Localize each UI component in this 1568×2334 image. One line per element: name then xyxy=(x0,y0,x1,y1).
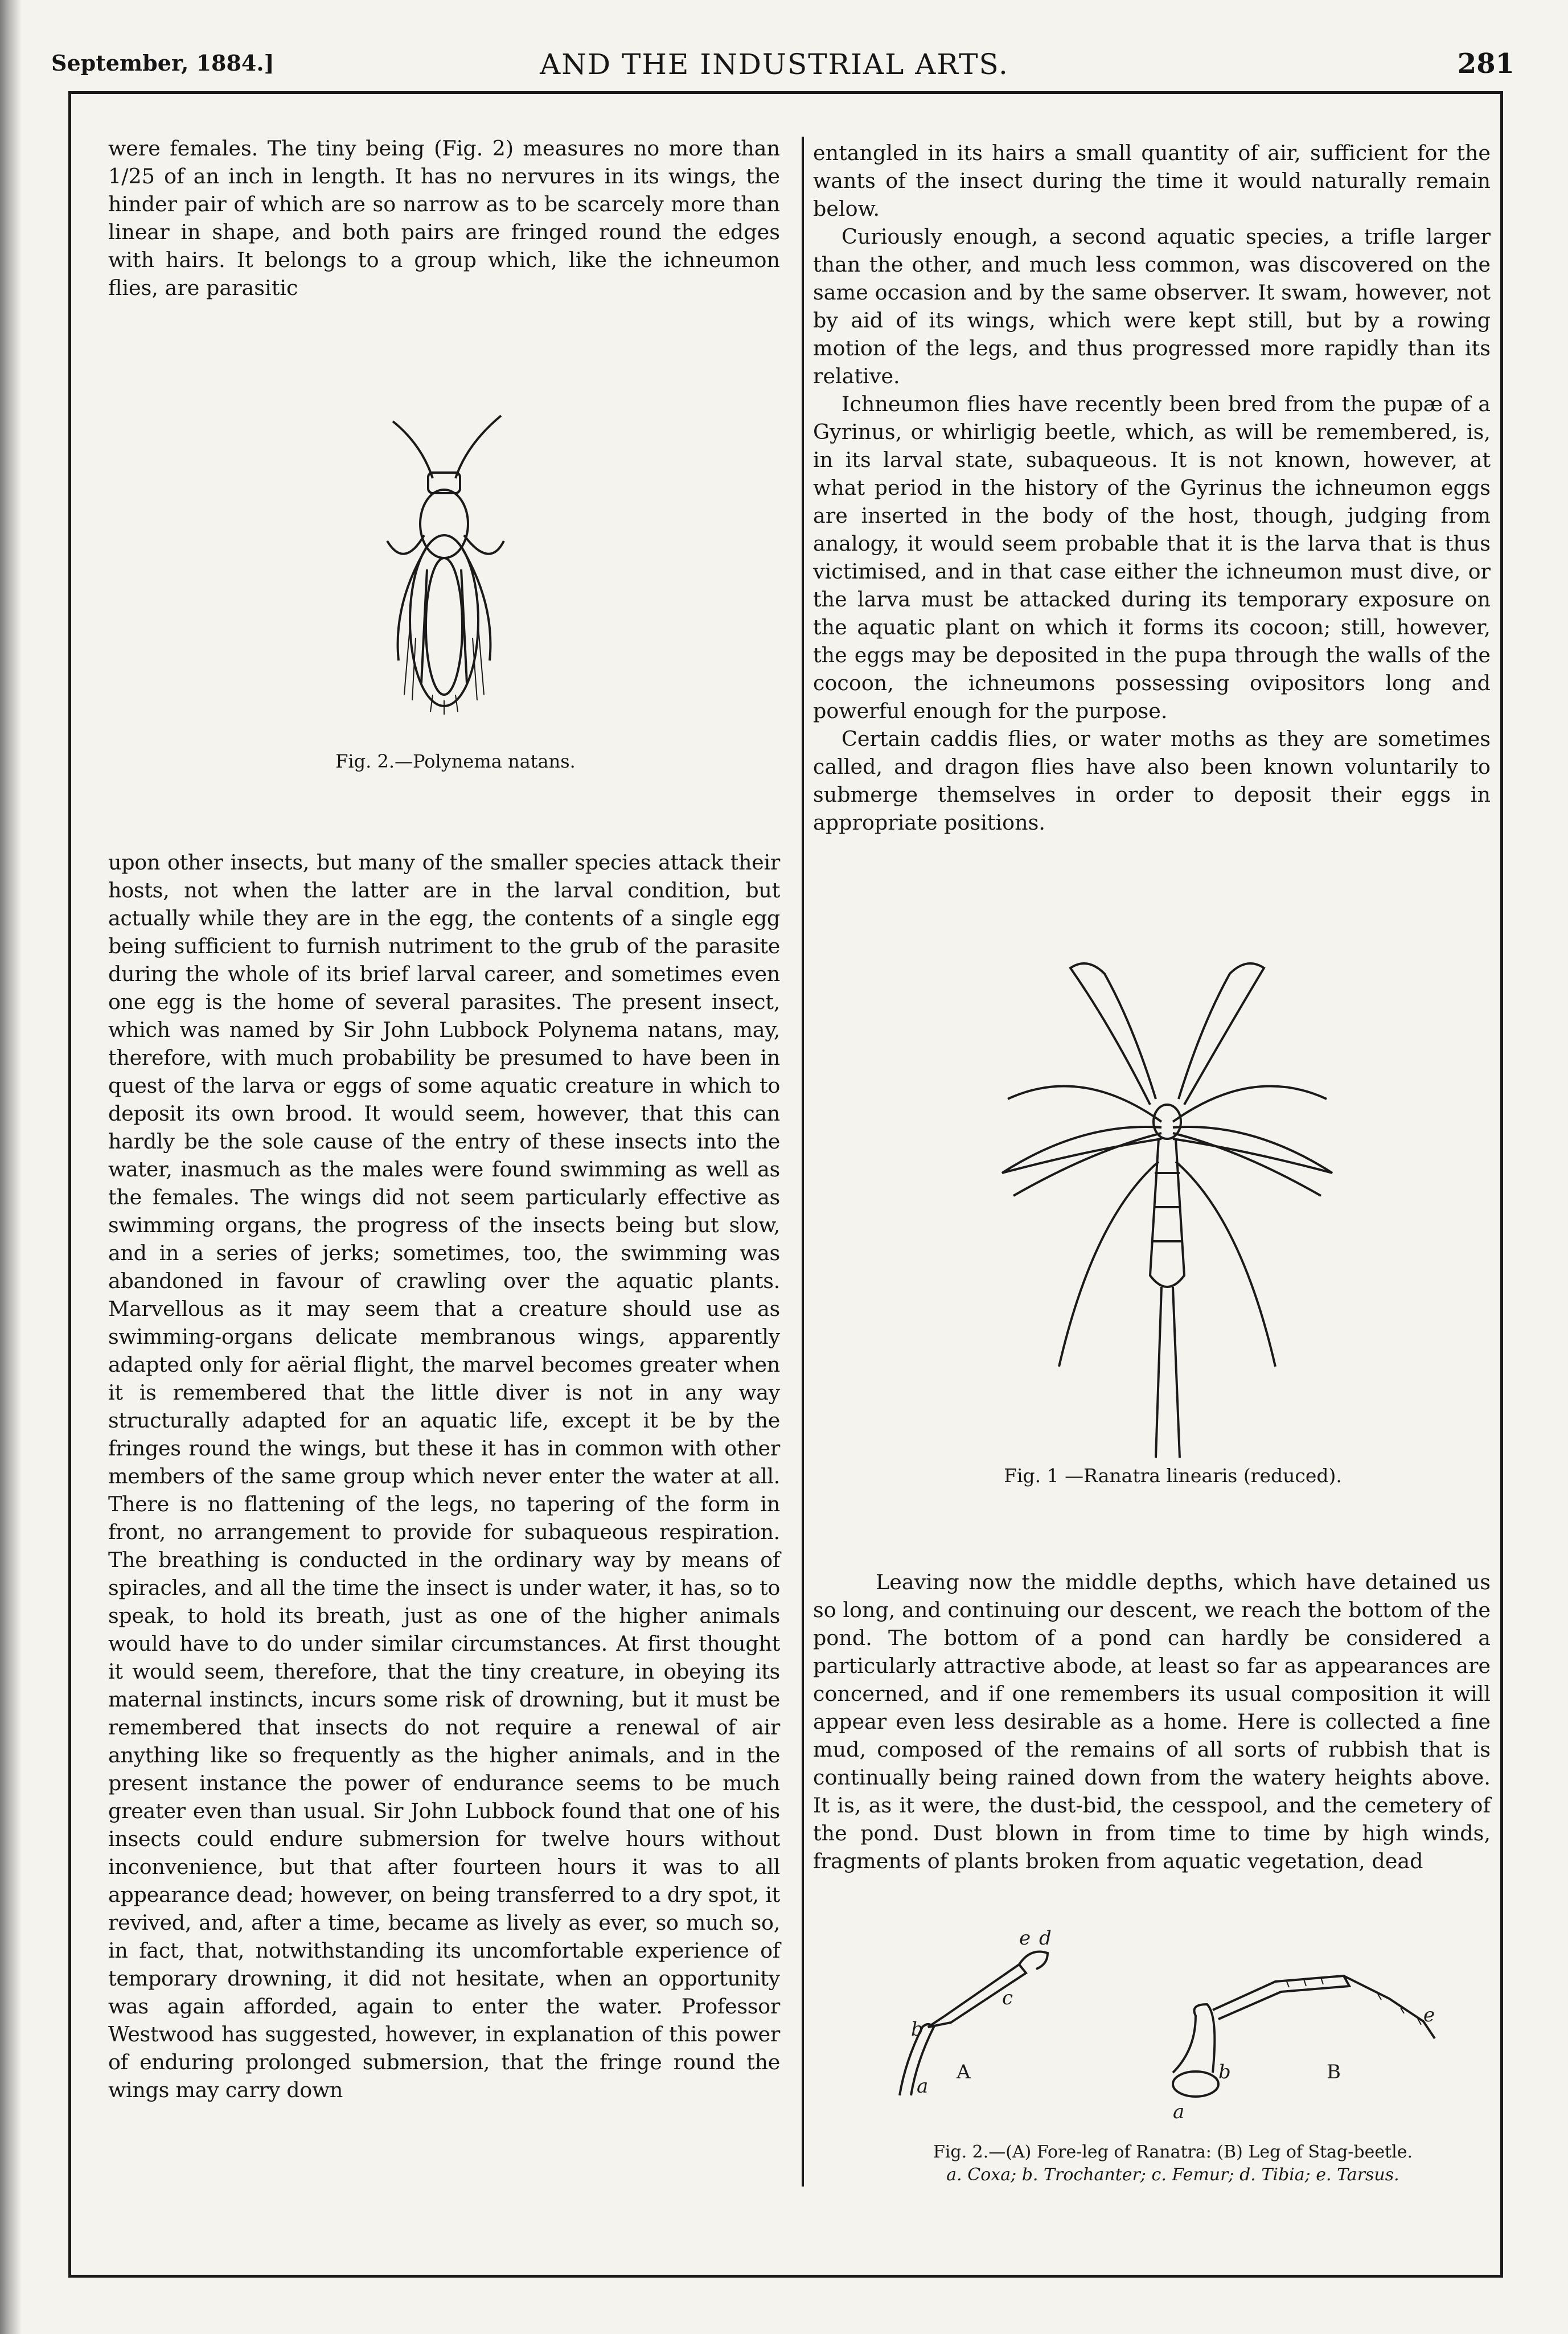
fig-label-c-left: c xyxy=(1002,1987,1013,2009)
page-number: 281 xyxy=(1457,48,1514,80)
ranatra-illustration xyxy=(968,934,1378,1469)
fig-label-e-left: e xyxy=(1019,1927,1031,1950)
polynema-caption: Fig. 2.—Polynema natans. xyxy=(335,750,576,772)
ranatra-caption: Fig. 1 —Ranatra linearis (reduced). xyxy=(1004,1465,1342,1487)
fig-label-B: B xyxy=(1327,2061,1341,2083)
legs-caption-line-1: Fig. 2.—(A) Fore-leg of Ranatra: (B) Leg of Stag-beetle. xyxy=(933,2142,1413,2162)
legs-figure xyxy=(877,1890,1492,2130)
right-column-bottom xyxy=(813,1568,1491,1875)
fig-label-e-right: e xyxy=(1423,2004,1435,2027)
fig-label-d-left: d xyxy=(1039,1927,1052,1950)
left-top-paragraph: were females. The tiny being (Fig. 2) measures no more than 1/25 of an inch in length. It has no nervures in its wings, the hinder pair of which are so narrow as to be scarcely more than linear in shape, and both pairs are fringed round the edges with hairs. It belongs to a group which, like the ichneumon flies, are parasitic xyxy=(108,136,780,300)
right-paragraph-2: Curiously enough, a second aquatic species, a trifle larger than the other, and much less common, was discovered on the same occasion and by the same observer. It swam, however, not by aid of its wings, which were kept still, but by a rowing motion of the legs, and thus progressed more rapidly than its relative. xyxy=(813,224,1491,388)
left-bottom-paragraph: upon other insects, but many of the smaller species attack their hosts, not when the latter are in the larval condition, but actually while they are in the egg, the contents of a single egg being sufficient to furnish nutriment to the grub of the parasite during the whole of its brief larval career, and sometimes even one egg is the home of several parasites. The present insect, which was named by Sir John Lubbock Polynema natans, may, therefore, with much probability be presumed to have been in quest of the larva or eggs of some aquatic creature in which to deposit its own brood. It would seem, however, that this can hardly be the sole cause of the entry of these insects into the water, inasmuch as the males were found swimming as well as the females. The wings did not seem particularly effective as swimming organs, the progress of the insects being but slow, and in a series of jerks; sometimes, too, the swimming was abandoned in favour of crawling over the aquatic plants. Marvellous as it may seem that a creature should use as swimming-organs delicate membranous wings, apparently adapted only for aërial flight, the marvel becomes greater when it is remembered that the little diver is not in any way structurally adapted for an aquatic life, except it be by the fringes round the wings, but these it has in common with other members of the same group which never enter the water at all. There is no flattening of the legs, no tapering of the form in front, no arrangement to provide for subaqueous respiration. The breathing is conducted in the ordinary way by means of spiracles, and all the time the insect is under water, it has, so to speak, to hold its breath, just as one of the higher animals would have to do under similar circumstances. At first thought it would seem, therefore, that the tiny creature, in obeying its maternal instincts, incurs some risk of drowning, but it must be remembered that insects do not require a renewal of air anything like so frequently as the higher animals, and in the present instance the power of endurance seems to be much greater even than usual. Sir John Lubbock found that one of his insects could endure submersion for twelve hours without inconvenience, but that after fourteen hours it was to all appearance dead; however, on being transferred to a dry spot, it revived, and, after a time, became as lively as ever, so much so, in fact, that, notwithstanding its uncomfortable experience of temporary drowning, it did not hesitate, when an opportunity was again afforded, again to enter the water. Professor Westwood has suggested, however, in explanation of this power of enduring prolonged submersion, that the fringe round the wings may carry down xyxy=(108,850,780,2102)
legs-illustration xyxy=(877,1890,1492,2130)
polynema-figure xyxy=(353,399,535,717)
fig-label-A: A xyxy=(957,2061,971,2083)
page-edge-shadow xyxy=(0,0,22,2334)
journal-title: AND THE INDUSTRIAL ARTS. xyxy=(540,48,1009,81)
polynema-illustration xyxy=(353,399,535,717)
right-paragraph-5: Leaving now the middle depths, which have detained us so long, and continuing our descent, we reach the bottom of the pond. The bottom of a pond can hardly be considered a particularly attractive abode, at least so far as appearances are concerned, and if one remembers its usual composition it will appear even less desirable as a home. Here is collected a fine mud, composed of the remains of all sorts of rubbish that is continually being rained down from the watery heights above. It is, as it were, the dust-bid, the cesspool, and the cemetery of the pond. Dust blown in from time to time by high winds, fragments of plants broken from aquatic vegetation, dead xyxy=(813,1570,1491,1873)
left-column-bottom xyxy=(108,848,780,2104)
right-column-top xyxy=(813,139,1491,836)
column-rule xyxy=(802,137,804,2187)
right-paragraph-3: Ichneumon flies have recently been bred from the pupæ of a Gyrinus, or whirligig beetle, which, as will be remembered, is, in its larval state, subaqueous. It is not known, however, at what period in the history of the Gyrinus the ichneumon eggs are inserted in the body of the host, though, judging from analogy, it would seem probable that it is the larva that is thus victimised, and in that case either the ichneumon must dive, or the larva must be attacked during its temporary exposure on the aquatic plant on which it forms its cocoon; still, however, the eggs may be deposited in the pupa through the walls of the cocoon, the ichneumons possessing ovipositors long and powerful enough for the purpose. xyxy=(813,392,1491,723)
running-head xyxy=(34,48,1514,88)
fig-label-b-right: b xyxy=(1218,2061,1231,2083)
issue-date: September, 1884.] xyxy=(51,50,274,76)
right-paragraph-1: entangled in its hairs a small quantity of air, sufficient for the wants of the insect during the time it would naturally remain below. xyxy=(813,141,1491,221)
left-column-top xyxy=(108,134,780,302)
legs-caption-line-2: a. Coxa; b. Trochanter; c. Femur; d. Tibia; e. Tarsus. xyxy=(946,2165,1399,2185)
ranatra-figure xyxy=(968,934,1378,1469)
fig-label-a-right: a xyxy=(1173,2101,1185,2123)
fig-label-a-left: a xyxy=(917,2075,929,2098)
right-paragraph-4: Certain caddis flies, or water moths as they are sometimes called, and dragon flies have also been known voluntarily to submerge themselves in order to deposit their eggs in appropriate positions. xyxy=(813,727,1491,835)
legs-caption xyxy=(843,2141,1503,2187)
fig-label-b-left: b xyxy=(911,2018,923,2041)
